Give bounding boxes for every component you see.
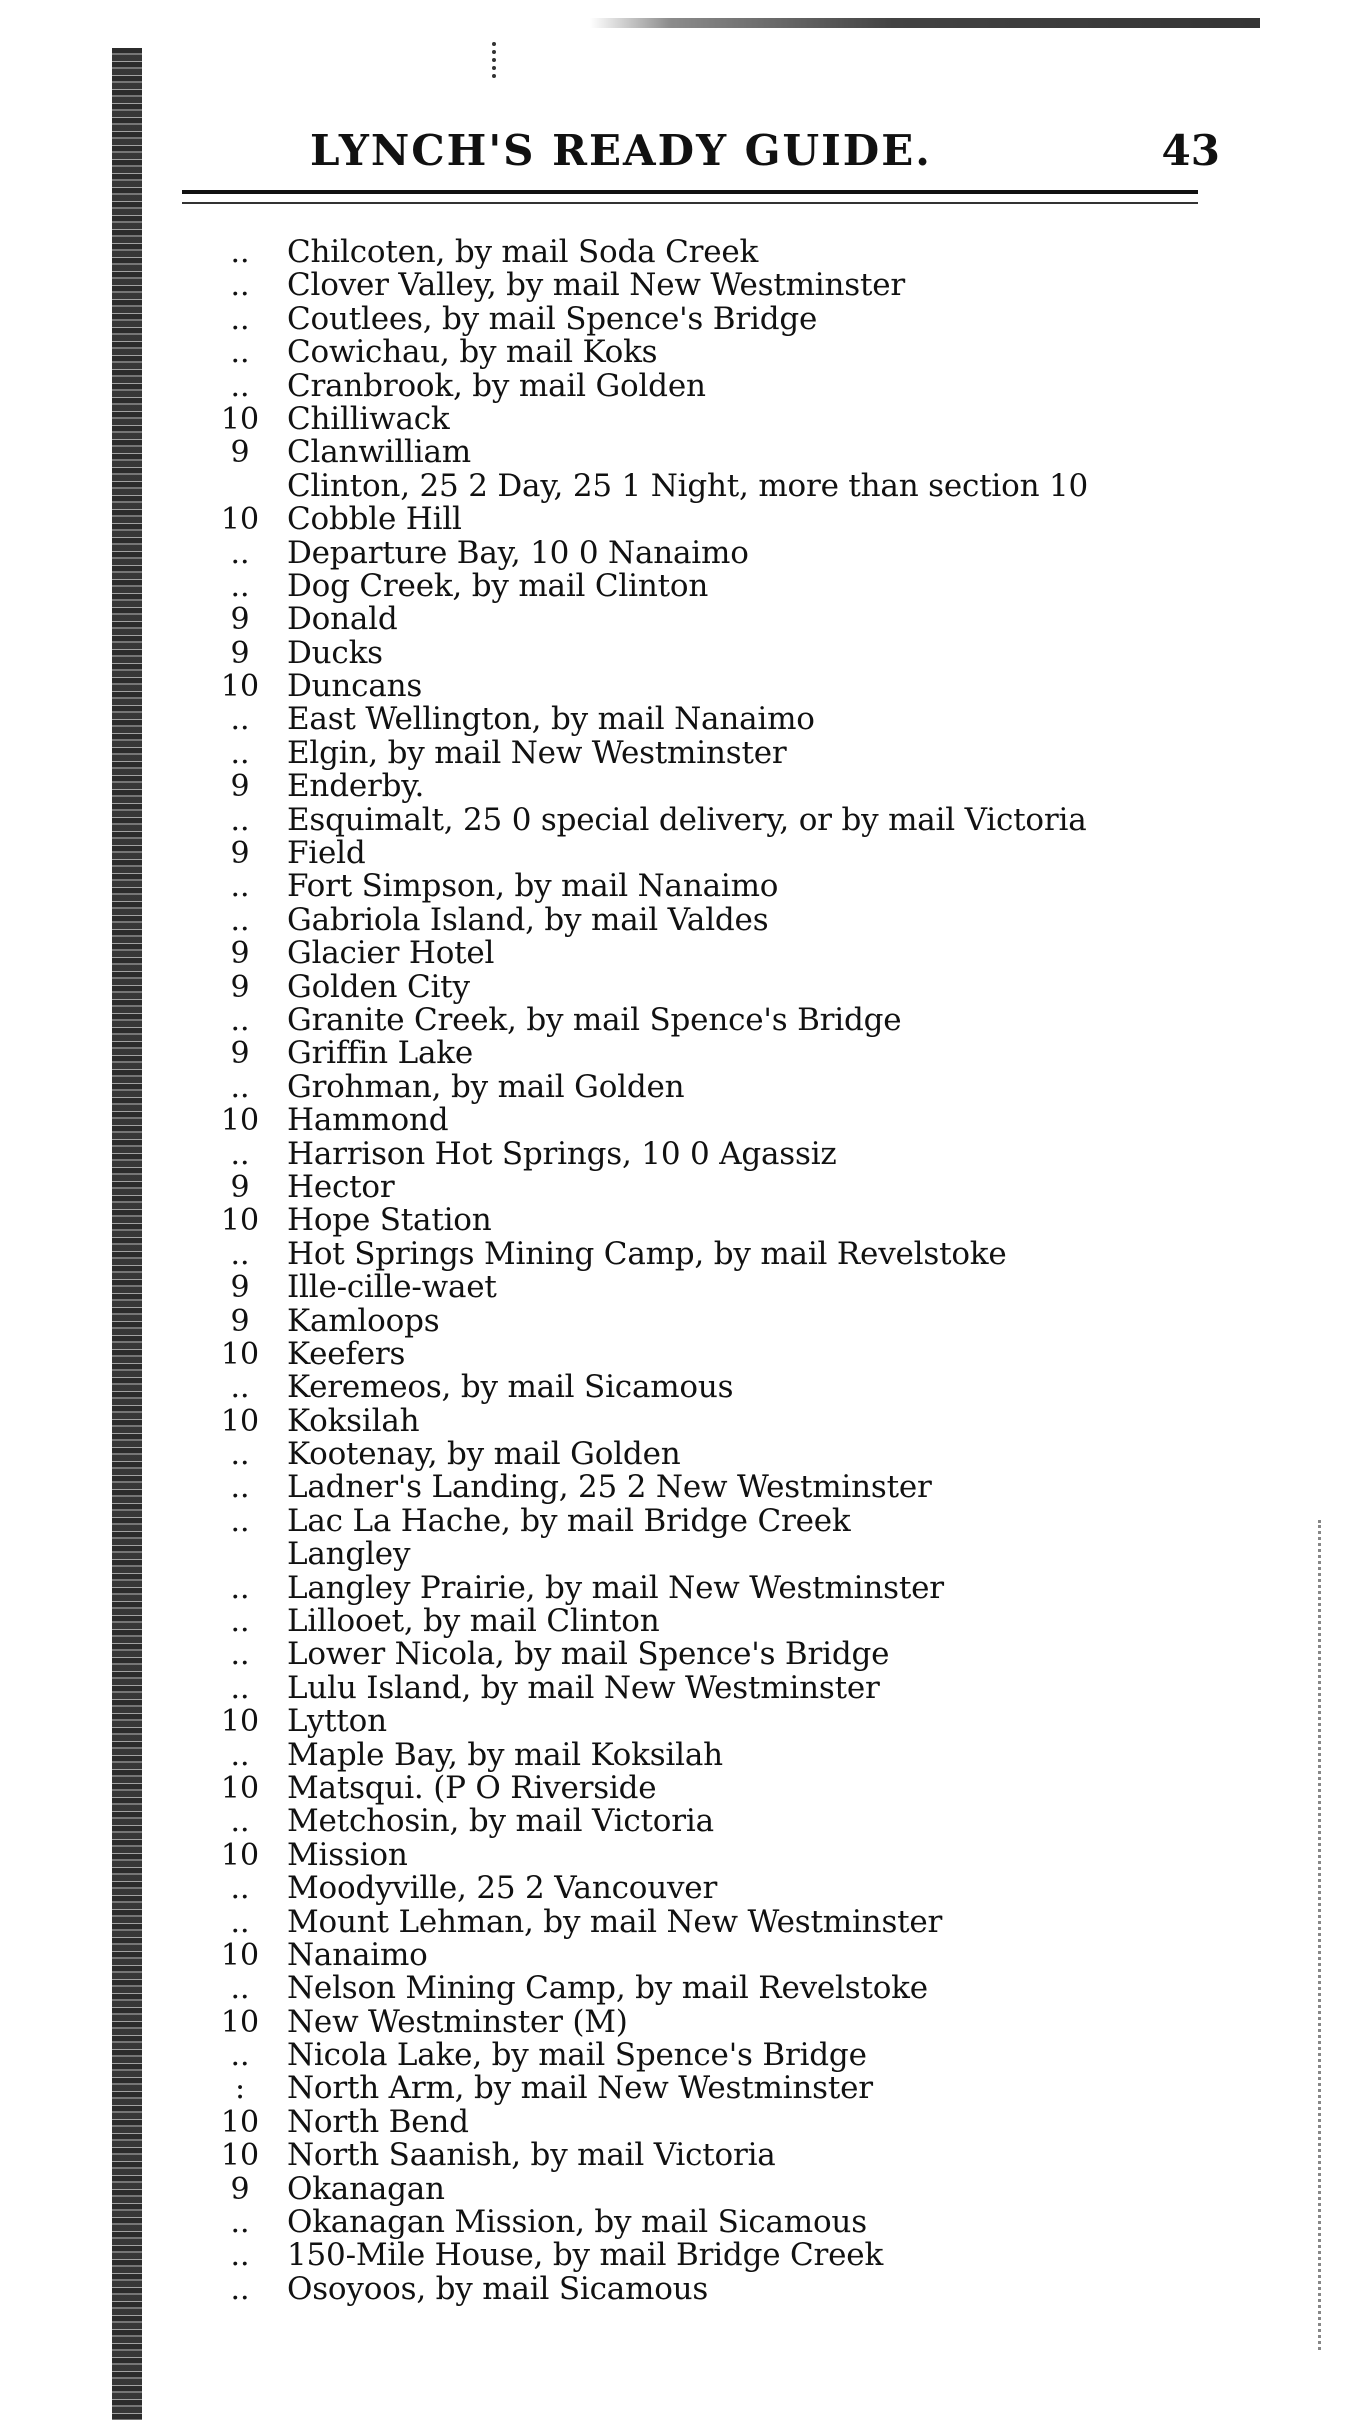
list-item bbox=[215, 734, 1235, 771]
section-code: .. bbox=[230, 2271, 250, 2307]
place-entry: Hammond bbox=[287, 1102, 449, 1139]
place-entry: New Westminster (M) bbox=[287, 2003, 628, 2040]
section-code: 10 bbox=[220, 1103, 260, 1139]
section-code: .. bbox=[230, 1136, 250, 1172]
place-entry: North Bend bbox=[287, 2103, 469, 2140]
section-code: 9 bbox=[230, 435, 250, 471]
list-item bbox=[215, 1569, 1235, 1606]
place-entry: Kootenay, by mail Golden bbox=[287, 1436, 681, 1473]
place-entry: Lytton bbox=[287, 1703, 387, 1740]
place-entry: Lac La Hache, by mail Bridge Creek bbox=[287, 1502, 851, 1539]
section-code: .. bbox=[230, 368, 250, 404]
list-item bbox=[215, 1638, 1235, 1671]
list-item bbox=[215, 634, 1235, 671]
place-entry: Clanwilliam bbox=[287, 434, 471, 471]
section-code: .. bbox=[230, 2038, 250, 2074]
section-code: 10 bbox=[220, 669, 260, 705]
section-code: .. bbox=[230, 902, 250, 938]
section-code: .. bbox=[230, 802, 250, 838]
section-code: .. bbox=[230, 1604, 250, 1640]
page-number: 43 bbox=[1161, 126, 1220, 175]
list-item bbox=[215, 400, 1235, 437]
list-item bbox=[215, 2139, 1235, 2172]
place-entry: Osoyoos, by mail Sicamous bbox=[287, 2270, 709, 2307]
place-entry: Enderby. bbox=[287, 768, 425, 805]
section-code: 9 bbox=[230, 1270, 250, 1306]
list-item bbox=[215, 336, 1235, 369]
place-entry: Clover Valley, by mail New Westminster bbox=[287, 267, 906, 304]
section-code: 10 bbox=[220, 1770, 260, 1806]
section-code: .. bbox=[230, 1904, 250, 1940]
list-item bbox=[215, 2270, 1235, 2307]
section-code: .. bbox=[230, 1437, 250, 1473]
list-item bbox=[215, 2072, 1235, 2105]
section-code: .. bbox=[230, 1871, 250, 1907]
list-item bbox=[215, 2170, 1235, 2207]
place-entry: Ille-cille-waet bbox=[287, 1269, 497, 1306]
list-item bbox=[215, 2239, 1235, 2272]
place-entry: Harrison Hot Springs, 10 0 Agassiz bbox=[287, 1135, 837, 1172]
header-rule-thick bbox=[182, 190, 1198, 194]
section-code: 9 bbox=[230, 836, 250, 872]
place-entry: Lower Nicola, by mail Spence's Bridge bbox=[287, 1636, 890, 1673]
section-code: .. bbox=[230, 869, 250, 905]
place-entry: Nelson Mining Camp, by mail Revelstoke bbox=[287, 1970, 928, 2007]
page-edge-marks bbox=[1318, 1520, 1325, 2350]
place-listing bbox=[215, 236, 1235, 2306]
list-item bbox=[215, 436, 1235, 469]
list-item bbox=[215, 1705, 1235, 1738]
list-item bbox=[215, 870, 1235, 903]
list-item bbox=[215, 503, 1235, 536]
place-entry: Donald bbox=[287, 601, 398, 638]
section-code: .. bbox=[230, 2205, 250, 2241]
section-code: 10 bbox=[220, 401, 260, 437]
list-item bbox=[215, 236, 1235, 269]
place-entry: Okanagan Mission, by mail Sicamous bbox=[287, 2204, 867, 2241]
section-code: .. bbox=[230, 1069, 250, 1105]
section-code: 9 bbox=[230, 635, 250, 671]
place-entry: Cranbrook, by mail Golden bbox=[287, 367, 706, 404]
section-code: .. bbox=[230, 1670, 250, 1706]
list-item bbox=[215, 1736, 1235, 1773]
list-item bbox=[215, 603, 1235, 636]
list-item bbox=[215, 1335, 1235, 1372]
place-entry: Chilcoten, by mail Soda Creek bbox=[287, 234, 759, 270]
list-item bbox=[215, 300, 1235, 337]
section-code: .. bbox=[230, 1737, 250, 1773]
list-item bbox=[215, 901, 1235, 938]
place-entry: Cobble Hill bbox=[287, 501, 462, 538]
section-code: 9 bbox=[230, 936, 250, 972]
list-item bbox=[215, 1471, 1235, 1504]
section-code: : bbox=[234, 2071, 246, 2107]
section-code: .. bbox=[230, 268, 250, 304]
section-code: .. bbox=[230, 2238, 250, 2274]
place-entry: Esquimalt, 25 0 special delivery, or by mail Victoria bbox=[287, 801, 1087, 838]
place-entry: Golden City bbox=[287, 968, 470, 1005]
section-code: 10 bbox=[220, 2004, 260, 2040]
list-item bbox=[215, 670, 1235, 703]
list-item bbox=[215, 1001, 1235, 1038]
place-entry: Ducks bbox=[287, 634, 383, 671]
place-entry: Langley bbox=[287, 1536, 411, 1573]
place-entry: Clinton, 25 2 Day, 25 1 Night, more than section 10 bbox=[287, 467, 1089, 504]
section-code: .. bbox=[230, 1971, 250, 2007]
place-entry: Hot Springs Mining Camp, by mail Revelstoke bbox=[287, 1235, 1007, 1272]
section-code: .. bbox=[230, 568, 250, 604]
list-item bbox=[215, 1669, 1235, 1706]
place-entry: Koksilah bbox=[287, 1402, 420, 1439]
section-code: .. bbox=[230, 301, 250, 337]
place-entry: Duncans bbox=[287, 668, 423, 705]
section-code: 9 bbox=[230, 769, 250, 805]
list-item bbox=[215, 1402, 1235, 1439]
list-item bbox=[215, 1271, 1235, 1304]
section-code: .. bbox=[230, 1236, 250, 1272]
section-code: 10 bbox=[220, 1403, 260, 1439]
place-entry: Hector bbox=[287, 1168, 395, 1205]
place-entry: Mission bbox=[287, 1836, 408, 1873]
list-item bbox=[215, 567, 1235, 604]
section-code: 9 bbox=[230, 1036, 250, 1072]
place-entry: North Arm, by mail New Westminster bbox=[287, 2070, 873, 2107]
place-entry: Glacier Hotel bbox=[287, 935, 495, 972]
place-entry: Granite Creek, by mail Spence's Bridge bbox=[287, 1001, 902, 1038]
list-item bbox=[215, 1769, 1235, 1806]
place-entry: Griffin Lake bbox=[287, 1035, 473, 1072]
list-item bbox=[215, 1438, 1235, 1471]
list-item bbox=[215, 1168, 1235, 1205]
section-code: 10 bbox=[220, 1937, 260, 1973]
list-item bbox=[215, 801, 1235, 838]
list-item bbox=[215, 1371, 1235, 1404]
section-code: .. bbox=[230, 1470, 250, 1506]
section-code: 10 bbox=[220, 502, 260, 538]
section-code: .. bbox=[230, 235, 250, 270]
list-item bbox=[215, 1972, 1235, 2005]
list-item bbox=[215, 1872, 1235, 1905]
section-code: 10 bbox=[220, 1203, 260, 1239]
list-item bbox=[215, 1836, 1235, 1873]
list-item bbox=[215, 703, 1235, 736]
running-title: LYNCH'S READY GUIDE. bbox=[310, 126, 932, 175]
place-entry: Gabriola Island, by mail Valdes bbox=[287, 901, 769, 938]
place-entry: Elgin, by mail New Westminster bbox=[287, 734, 787, 771]
section-code: 9 bbox=[230, 1169, 250, 1205]
place-entry: Chilliwack bbox=[287, 400, 450, 437]
section-code: 9 bbox=[230, 1303, 250, 1339]
section-code: .. bbox=[230, 335, 250, 371]
place-entry: Okanagan bbox=[287, 2170, 445, 2207]
list-item bbox=[215, 1037, 1235, 1070]
place-entry: Departure Bay, 10 0 Nanaimo bbox=[287, 534, 749, 571]
place-entry: Hope Station bbox=[287, 1202, 492, 1239]
list-item bbox=[215, 1204, 1235, 1237]
place-entry: Lillooet, by mail Clinton bbox=[287, 1603, 660, 1640]
list-item bbox=[215, 1235, 1235, 1272]
list-item bbox=[215, 1538, 1235, 1571]
list-item bbox=[215, 968, 1235, 1005]
place-entry: Nicola Lake, by mail Spence's Bridge bbox=[287, 2037, 867, 2074]
section-code: 10 bbox=[220, 1336, 260, 1372]
section-code: 9 bbox=[230, 602, 250, 638]
list-item bbox=[215, 467, 1235, 504]
list-item bbox=[215, 1068, 1235, 1105]
top-rule bbox=[590, 18, 1260, 28]
place-entry: North Saanish, by mail Victoria bbox=[287, 2137, 776, 2174]
section-code: .. bbox=[230, 1570, 250, 1606]
list-item bbox=[215, 1135, 1235, 1172]
place-entry: Keefers bbox=[287, 1335, 406, 1372]
place-entry: Moodyville, 25 2 Vancouver bbox=[287, 1870, 718, 1907]
section-code: .. bbox=[230, 1503, 250, 1539]
list-item bbox=[215, 1805, 1235, 1838]
place-entry: Field bbox=[287, 835, 366, 872]
place-entry: Lulu Island, by mail New Westminster bbox=[287, 1669, 880, 1706]
place-entry: East Wellington, by mail Nanaimo bbox=[287, 701, 815, 738]
section-code: .. bbox=[230, 1804, 250, 1840]
list-item bbox=[215, 1605, 1235, 1638]
place-entry: Kamloops bbox=[287, 1302, 440, 1339]
page-binding-edge bbox=[112, 48, 142, 2420]
section-code: .. bbox=[230, 535, 250, 571]
place-entry: Mount Lehman, by mail New Westminster bbox=[287, 1903, 943, 1940]
section-code: .. bbox=[230, 735, 250, 771]
section-code: 10 bbox=[220, 2138, 260, 2174]
place-entry: Metchosin, by mail Victoria bbox=[287, 1803, 714, 1840]
section-code: 9 bbox=[230, 969, 250, 1005]
list-item bbox=[215, 937, 1235, 970]
list-item bbox=[215, 1302, 1235, 1339]
print-marks bbox=[492, 42, 502, 78]
list-item bbox=[215, 1903, 1235, 1940]
list-item bbox=[215, 367, 1235, 404]
list-item bbox=[215, 534, 1235, 571]
list-item bbox=[215, 2206, 1235, 2239]
place-entry: 150-Mile House, by mail Bridge Creek bbox=[287, 2237, 884, 2274]
place-entry: Fort Simpson, by mail Nanaimo bbox=[287, 868, 779, 905]
section-code: .. bbox=[230, 1637, 250, 1673]
list-item bbox=[215, 1104, 1235, 1137]
page-header bbox=[180, 126, 1230, 188]
list-item bbox=[215, 2003, 1235, 2040]
section-code: .. bbox=[230, 1002, 250, 1038]
place-entry: Dog Creek, by mail Clinton bbox=[287, 567, 709, 604]
list-item bbox=[215, 1936, 1235, 1973]
list-item bbox=[215, 770, 1235, 803]
section-code: 10 bbox=[220, 2104, 260, 2140]
section-code: 10 bbox=[220, 1704, 260, 1740]
list-item bbox=[215, 2103, 1235, 2140]
section-code: 10 bbox=[220, 1837, 260, 1873]
section-code: 9 bbox=[230, 2171, 250, 2207]
place-entry: Ladner's Landing, 25 2 New Westminster bbox=[287, 1469, 932, 1506]
list-item bbox=[215, 269, 1235, 302]
header-rule-thin bbox=[182, 202, 1198, 204]
place-entry: Langley Prairie, by mail New Westminster bbox=[287, 1569, 944, 1606]
list-item bbox=[215, 837, 1235, 870]
place-entry: Grohman, by mail Golden bbox=[287, 1068, 685, 1105]
place-entry: Nanaimo bbox=[287, 1936, 428, 1973]
section-code: .. bbox=[230, 702, 250, 738]
section-code: .. bbox=[230, 1370, 250, 1406]
place-entry: Maple Bay, by mail Koksilah bbox=[287, 1736, 723, 1773]
list-item bbox=[215, 1502, 1235, 1539]
place-entry: Coutlees, by mail Spence's Bridge bbox=[287, 300, 818, 337]
place-entry: Cowichau, by mail Koks bbox=[287, 334, 658, 371]
place-entry: Keremeos, by mail Sicamous bbox=[287, 1369, 734, 1406]
place-entry: Matsqui. (P O Riverside bbox=[287, 1769, 657, 1806]
list-item bbox=[215, 2039, 1235, 2072]
